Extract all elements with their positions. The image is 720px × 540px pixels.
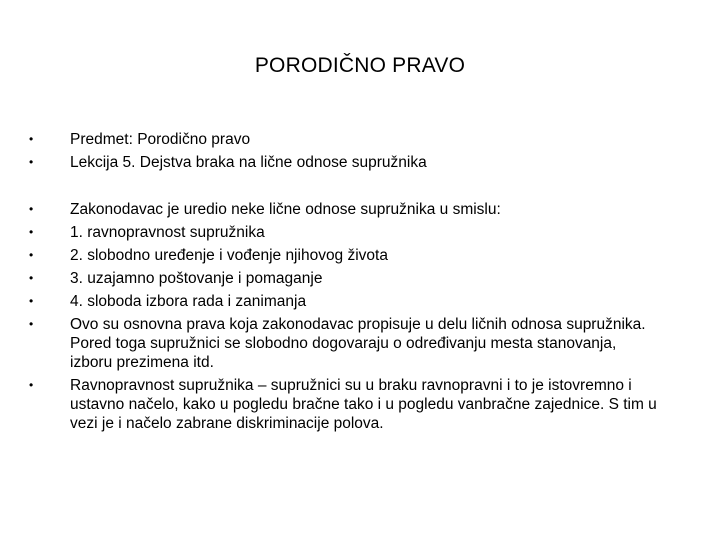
bullet-dot-icon: • (29, 271, 34, 285)
bullet-text: Predmet: Porodično pravo (70, 131, 251, 148)
bullet-dot-icon: • (29, 294, 34, 308)
bullet-text: 2. slobodno uređenje i vođenje njihovog života (70, 247, 388, 264)
bullet-text: Lekcija 5. Dejstva braka na lične odnose supružnika (70, 154, 427, 171)
bullet-dot-icon: • (29, 202, 34, 216)
bullet-dot-icon: • (29, 378, 34, 392)
bullet-dot-icon: • (29, 248, 34, 262)
bullet-text: 1. ravnopravnost supružnika (70, 224, 265, 241)
bullet-dot-icon: • (29, 155, 34, 169)
bullet-dot-icon: • (29, 225, 34, 239)
slide-title: PORODIČNO PRAVO (254, 54, 466, 77)
bullet-text: 3. uzajamno poštovanje i pomaganje (70, 270, 323, 287)
bullet-dot-icon: • (29, 132, 34, 146)
bullet-dot-icon: • (29, 317, 34, 331)
bullet-text: Zakonodavac je uredio neke lične odnose supružnika u smislu: (70, 201, 501, 218)
bullet-text: Ravnopravnost supružnika – supružnici su u braku ravnopravni i to je istovremno i ustavno načelo, kako u pogledu bračne tako i u pogledu vanbračne zajednice. S tim u vezi je i načelo zabrane diskriminacije polova. (70, 377, 657, 432)
bullet-text: Ovo su osnovna prava koja zakonodavac propisuje u delu ličnih odnosa supružnika. Pored toga supružnici se slobodno dogovaraju o određivanju mesta stanovanja, izboru prezimena itd. (70, 316, 646, 371)
bullet-text: 4. sloboda izbora rada i zanimanja (70, 293, 307, 310)
